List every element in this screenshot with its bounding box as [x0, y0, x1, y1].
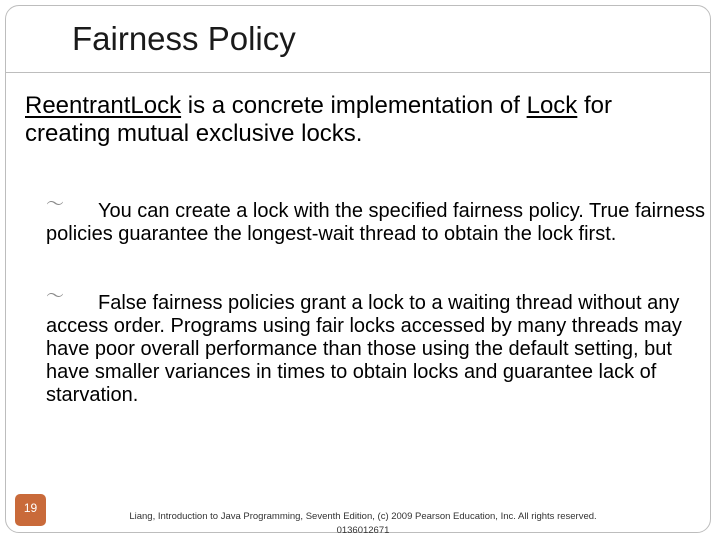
title-divider: [6, 72, 710, 73]
bullet-text-2: False fairness policies grant a lock to a waiting thread without any access order. Programs using fair locks accessed by many threads may have poor overall performance than those using the default setting, but have smaller variances in times to obtain locks and guarantee lack of starvation.: [46, 292, 682, 406]
bullet-text-1: You can create a lock with the specified fairness policy. True fairness policies guarantee the longest-wait thread to obtain the lock first.: [46, 200, 705, 245]
wave-bullet-icon: 〜: [46, 193, 64, 214]
slide-title: Fairness Policy: [72, 20, 296, 57]
slide-frame: [5, 5, 711, 533]
wave-bullet-icon: 〜: [46, 285, 64, 306]
reentrantlock-link: ReentrantLock: [25, 92, 182, 119]
footer-citation: Liang, Introduction to Java Programming, Seventh Edition, (c) 2009 Pearson Education, Inc. All rights reserved. 0136012671: [129, 511, 597, 536]
bullet-item-1: [46, 193, 711, 246]
lock-link: Lock: [526, 92, 578, 119]
page-number-badge: 19: [15, 494, 46, 526]
intro-paragraph: [25, 92, 695, 148]
intro-text-2: for creating mutual exclusive locks.: [25, 92, 612, 147]
intro-text-1: is a concrete implementation of: [181, 92, 527, 119]
bullet-item-2: [46, 285, 711, 407]
